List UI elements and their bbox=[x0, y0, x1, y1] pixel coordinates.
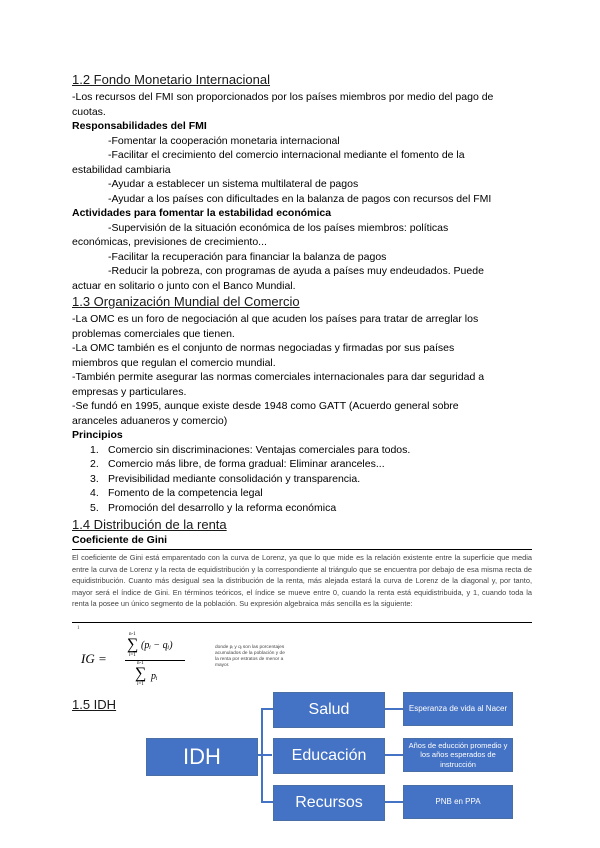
text-line: -Ayudar a establecer un sistema multilateral de pagos bbox=[108, 178, 359, 190]
sum-lower: i=1 bbox=[129, 653, 136, 658]
heading-idh: 1.5 IDH bbox=[72, 697, 117, 712]
list-item: 3. Previsibilidad mediante consolidación y transparencia. bbox=[90, 472, 361, 485]
idh-root-box: IDH bbox=[146, 738, 258, 776]
text-line: -La OMC es un foro de negociación al que acuden los países para tratar de arreglar los bbox=[72, 313, 479, 325]
formula-note: donde pᵢ y qᵢ son las porcentajes acumulados de la población y de la renta por estratos de menor a mayor. bbox=[215, 645, 285, 668]
text-line: -Facilitar el crecimiento del comercio internacional mediante el fomento de la bbox=[108, 149, 465, 161]
text-line: -Fomentar la cooperación monetaria internacional bbox=[108, 134, 340, 147]
text-line: -También permite asegurar las normas comerciales internacionales para dar seguridad a bbox=[72, 371, 485, 383]
formula-numerator: (pᵢ − qᵢ) bbox=[141, 640, 173, 651]
branch-salud: Salud bbox=[273, 692, 385, 728]
connector bbox=[256, 754, 272, 756]
connector bbox=[383, 801, 403, 803]
detail-salud: Esperanza de vida al Nacer bbox=[403, 692, 513, 726]
text-line: -Los recursos del FMI son proporcionados por los países miembros por medio del pago de bbox=[72, 91, 494, 103]
gini-excerpt bbox=[72, 549, 532, 623]
footnote-mark: 1 bbox=[77, 626, 80, 631]
fraction-bar bbox=[125, 660, 185, 661]
detail-recursos: PNB en PPA bbox=[403, 785, 513, 819]
heading-renta: 1.4 Distribución de la renta bbox=[72, 517, 227, 532]
list-item: 4. Fomento de la competencia legal bbox=[90, 487, 263, 500]
text-line: empresas y particulares. bbox=[72, 385, 187, 398]
text-line: -Reducir la pobreza, con programas de ayuda a países muy endeudados. Puede bbox=[108, 265, 484, 277]
text-line: -La OMC también es el conjunto de normas negociadas y firmadas por sus países bbox=[72, 342, 455, 354]
gini-paragraph: El coeficiente de Gini está emparentado con la curva de Lorenz, ya que lo que mide es la relación existente entre la superficie que media entre la curva de Lorenz y la recta de equidistribución y la correspondiente al triángulo que se encuentra por debajo de esa misma recta de equidistribución. Cuanto más desigual sea la distribución de la renta, más alejada estará la curva de Lorenz de la diagonal y, por tanto, mayor será el índice de Gini. En términos teóricos, el índice se mueve entre 0, cuando la renta está equidistribuida, y 1, cuando toda la renta la posee un único segmento de la población. Su expresión algebraica más sencilla es la siguiente: bbox=[72, 553, 532, 608]
text-line: cuotas. bbox=[72, 105, 106, 118]
formula-denominator: pᵢ bbox=[151, 671, 158, 682]
connector bbox=[383, 754, 403, 756]
principles-list bbox=[72, 443, 532, 516]
subheading-responsabilidades: Responsabilidades del FMI bbox=[72, 120, 207, 132]
connector bbox=[261, 708, 273, 710]
sum-upper: n-1 bbox=[129, 632, 136, 637]
list-item: 2. Comercio más libre, de forma gradual: Eliminar aranceles... bbox=[90, 458, 385, 471]
text-line: miembros que regulan el comercio mundial. bbox=[72, 356, 276, 369]
heading-fmi: 1.2 Fondo Monetario Internacional bbox=[72, 72, 271, 87]
text-line: problemas comerciales que tienen. bbox=[72, 327, 235, 340]
sum-upper: n-1 bbox=[137, 661, 144, 666]
text-line: estabilidad cambiaria bbox=[72, 163, 171, 176]
sum-sign: ∑ bbox=[135, 665, 147, 682]
sum-lower: i=1 bbox=[137, 682, 144, 687]
text-line: aranceles aduaneros y comercio) bbox=[72, 414, 228, 427]
text-line: -Facilitar la recuperación para financiar la balanza de pagos bbox=[108, 250, 387, 263]
heading-omc: 1.3 Organización Mundial del Comercio bbox=[72, 294, 300, 309]
subheading-principios: Principios bbox=[72, 429, 123, 441]
list-item: 5. Promoción del desarrollo y la reforma económica bbox=[90, 501, 337, 514]
detail-educacion: Años de educción promedio y los años esperados de instrucción bbox=[403, 738, 513, 772]
subheading-gini: Coeficiente de Gini bbox=[72, 534, 168, 546]
list-item: 1. Comercio sin discriminaciones: Ventajas comerciales para todos. bbox=[90, 443, 411, 456]
subheading-actividades: Actividades para fomentar la estabilidad económica bbox=[72, 207, 332, 219]
connector bbox=[261, 801, 273, 803]
text-line: -Ayudar a los países con dificultades en la balanza de pagos con recursos del FMI bbox=[108, 192, 492, 205]
omc-body bbox=[72, 312, 532, 515]
fmi-intro bbox=[72, 90, 532, 293]
connector bbox=[383, 708, 403, 710]
formula-lhs: IG = bbox=[81, 651, 107, 666]
text-line: -Se fundó en 1995, aunque existe desde 1948 como GATT (Acuerdo general sobre bbox=[72, 400, 459, 412]
text-line: -Supervisión de la situación económica de los países miembros: políticas bbox=[108, 221, 449, 234]
text-line: actuar en solitario o junto con el Banco Mundial. bbox=[72, 279, 296, 292]
gini-formula bbox=[75, 626, 185, 692]
branch-recursos: Recursos bbox=[273, 785, 385, 821]
branch-educacion: Educación bbox=[273, 738, 385, 774]
text-line: económicas, previsiones de crecimiento... bbox=[72, 236, 267, 248]
connector bbox=[261, 708, 263, 803]
sum-sign: ∑ bbox=[127, 636, 139, 653]
